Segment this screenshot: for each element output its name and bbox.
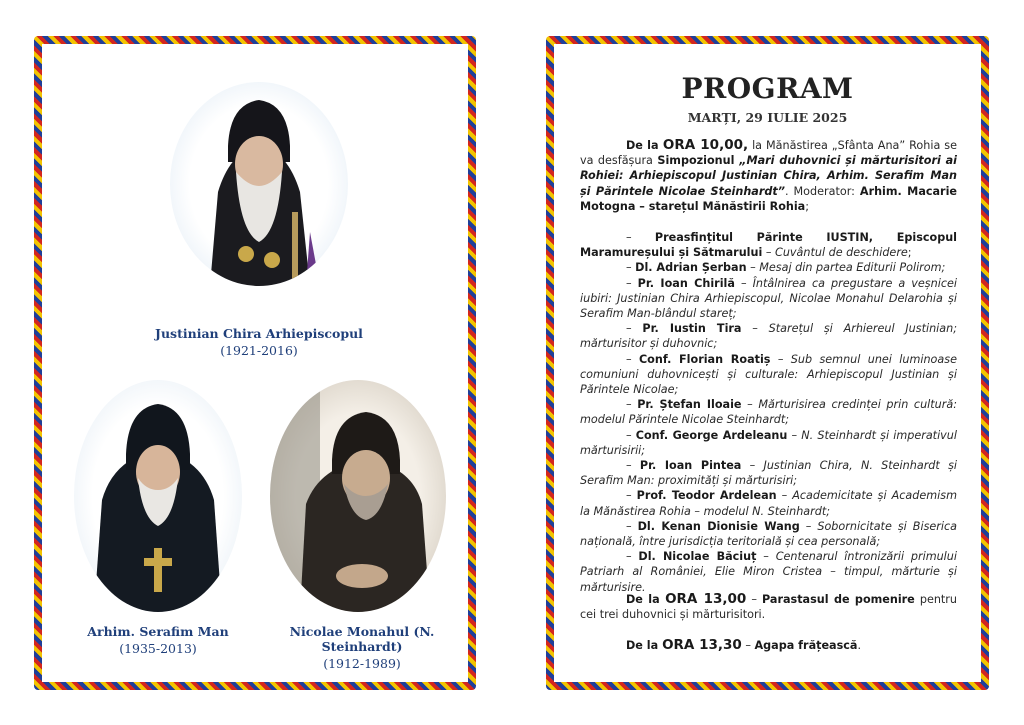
speaker-name: Dl. Kenan Dionisie Wang xyxy=(637,519,800,533)
event-time: ORA 13,30 xyxy=(662,637,742,653)
left-page xyxy=(34,36,476,690)
speaker-topic: N. Steinhardt și imperativul mărturisirii; xyxy=(580,428,957,457)
speaker-item: – Pr. Ștefan Iloaie – Mărturisirea credinței prin cultură: modelul Părintele Nicolae Steinhardt; xyxy=(580,398,957,427)
speaker-item: – Pr. Iustin Tira – Starețul și Arhiereul Justinian; mărturisitor și duhovnic; xyxy=(580,322,957,351)
speaker-item: – Prof. Teodor Ardelean – Academicitate și Academism la Mănăstirea Rohia – modelul N. Steinhardt; xyxy=(580,489,958,518)
left-page-content xyxy=(42,44,468,682)
caption-years: (1921-2016) xyxy=(220,343,298,358)
portrait-nicolae-steinhardt xyxy=(270,380,446,612)
intro-symposium: Simpozionul xyxy=(657,154,740,168)
speaker-topic: Mesaj din partea Editurii Polirom; xyxy=(759,261,946,275)
intro-t8: ; xyxy=(805,199,810,213)
event-t1: De la xyxy=(626,639,663,652)
portrait-justinian-chira-image xyxy=(170,82,348,286)
speaker-topic: Centenarul întronizării primului Patriarh al României, Elie Miron Cristea – timpul, mărturie și mărturisire. xyxy=(580,550,957,594)
right-page-content xyxy=(554,44,981,682)
speaker-item: – Dl. Kenan Dionisie Wang – Sobornicitate și Biserica națională, între jurisdicția teritorială și cea personală; xyxy=(580,519,957,549)
speaker-item: – Pr. Ioan Chirilă – Întâlnirea ca pregustare a veșnicei iubiri: Justinian Chira Arhiepiscopul, Nicolae Monahul Delarohia și Serafim Man-blândul stareț; xyxy=(580,276,957,321)
speaker-name: Pr. Ioan Pintea xyxy=(639,459,742,473)
caption-name: Nicolae Monahul (N. Steinhardt) xyxy=(289,624,435,654)
speaker-item: – Preasfințitul Părinte IUSTIN, Episcopul Maramureșului și Sătmarului – Cuvântul de deschidere; xyxy=(580,231,957,260)
intro-paragraph xyxy=(580,138,957,214)
program-date: MARȚI, 29 IULIE 2025 xyxy=(687,110,848,125)
portrait-nicolae-steinhardt-image xyxy=(270,380,446,612)
caption-years: (1935-2013) xyxy=(119,641,197,656)
speaker-topic: Întâlnirea ca pregustare a veșnicei iubiri: Justinian Chira Arhiepiscopul, Nicolae Monahul Delarohia și Serafim Man-blândul stareț; xyxy=(580,276,957,321)
speaker-topic: Sobornicitate și Biserica națională, între jurisdicția teritorială și cea personală; xyxy=(580,519,957,549)
speaker-name: Prof. Teodor Ardelean xyxy=(636,489,777,503)
intro-t6: . Moderator: xyxy=(784,184,860,198)
caption-years: (1912-1989) xyxy=(323,656,401,671)
program-intro xyxy=(580,138,957,214)
speaker-item: – Pr. Ioan Pintea – Justinian Chira, N. Steinhardt și Serafim Man: proximități și mărturisiri; xyxy=(580,459,958,488)
speaker-name: Conf. Florian Roatiș xyxy=(638,352,771,366)
speaker-topic: Sub semnul unei luminoase comuniuni duhovnicești și culturale: Arhiepiscopul Justinian și Părintele Nicolae; xyxy=(580,352,957,397)
speaker-item: – Dl. Nicolae Băciuț – Centenarul întronizării primului Patriarh al României, Elie Miron Cristea – timpul, mărturie și mărturisire. xyxy=(580,550,957,594)
caption-nicolae-steinhardt xyxy=(252,624,472,671)
event-paragraph: De la ORA 13,30 – Agapa frățească. xyxy=(626,637,862,653)
speaker-name: Pr. Ștefan Iloaie xyxy=(637,398,742,412)
event-title: Agapa frățească xyxy=(754,639,858,652)
speaker-name: Preasfințitul Părinte IUSTIN, Episcopul Maramureșului și Sătmarului xyxy=(580,231,957,260)
program-title: PROGRAM xyxy=(681,72,854,105)
speaker-name: Dl. Nicolae Băciuț xyxy=(638,550,757,564)
speaker-name: Pr. Iustin Tira xyxy=(642,322,742,336)
caption-name: Arhim. Serafim Man xyxy=(87,624,229,639)
event-t1: De la xyxy=(626,593,666,606)
speaker-name: Pr. Ioan Chirilă xyxy=(637,276,735,290)
intro-moderator: Arhim. Macarie Motogna – starețul Mănăstirii Rohia xyxy=(580,184,957,213)
speaker-topic: Mărturisirea credinței prin cultură: modelul Părintele Nicolae Steinhardt; xyxy=(580,398,957,427)
event-time: ORA 13,00 xyxy=(665,591,747,607)
portrait-serafim-man xyxy=(74,380,242,612)
speaker-topic: Cuvântul de deschidere xyxy=(775,246,908,260)
right-page xyxy=(546,36,989,690)
speaker-item: – Conf. George Ardeleanu – N. Steinhardt și imperativul mărturisirii; xyxy=(580,428,957,457)
speaker-item: – Conf. Florian Roatiș – Sub semnul unei luminoase comuniuni duhovnicești și culturale: Arhiepiscopul Justinian și Părintele Nicolae; xyxy=(580,352,957,397)
portrait-justinian-chira xyxy=(170,82,348,286)
caption-name: Justinian Chira Arhiepiscopul xyxy=(155,326,363,341)
speaker-item: – Dl. Adrian Șerban – Mesaj din partea Editurii Polirom; xyxy=(626,261,946,275)
intro-time: ORA 10,00, xyxy=(662,137,749,153)
speaker-topic: Justinian Chira, N. Steinhardt și Serafim Man: proximități și mărturisiri; xyxy=(580,459,958,488)
speaker-name: Dl. Adrian Șerban xyxy=(635,261,747,275)
speaker-topic: Academicitate și Academism la Mănăstirea Rohia – modelul N. Steinhardt; xyxy=(580,489,958,518)
intro-symposium-title: „Mari duhovnici și mărturisitori ai Rohiei: Arhiepiscopul Justinian Chira, Arhim. Serafim Man și Părintele Nicolae Steinhardt” xyxy=(580,154,957,198)
intro-t1: De la xyxy=(626,139,663,152)
speaker-list xyxy=(580,230,957,595)
intro-t3: la Mănăstirea „Sfânta Ana” Rohia se va desfășura xyxy=(580,139,957,168)
event-paragraph: De la ORA 13,00 – Parastasul de pomenire pentru cei trei duhovnici și mărturisitori. xyxy=(580,591,957,622)
caption-justinian-chira xyxy=(132,326,386,358)
speaker-name: Conf. George Ardeleanu xyxy=(635,428,788,442)
event-title: Parastasul de pomenire xyxy=(762,593,915,606)
event-parastas xyxy=(580,592,957,622)
portrait-serafim-man-image xyxy=(74,380,242,612)
speaker-topic: Starețul și Arhiereul Justinian; mărturisitor și duhovnic; xyxy=(580,322,957,351)
event-agapa xyxy=(580,638,957,653)
caption-serafim-man xyxy=(48,624,268,656)
